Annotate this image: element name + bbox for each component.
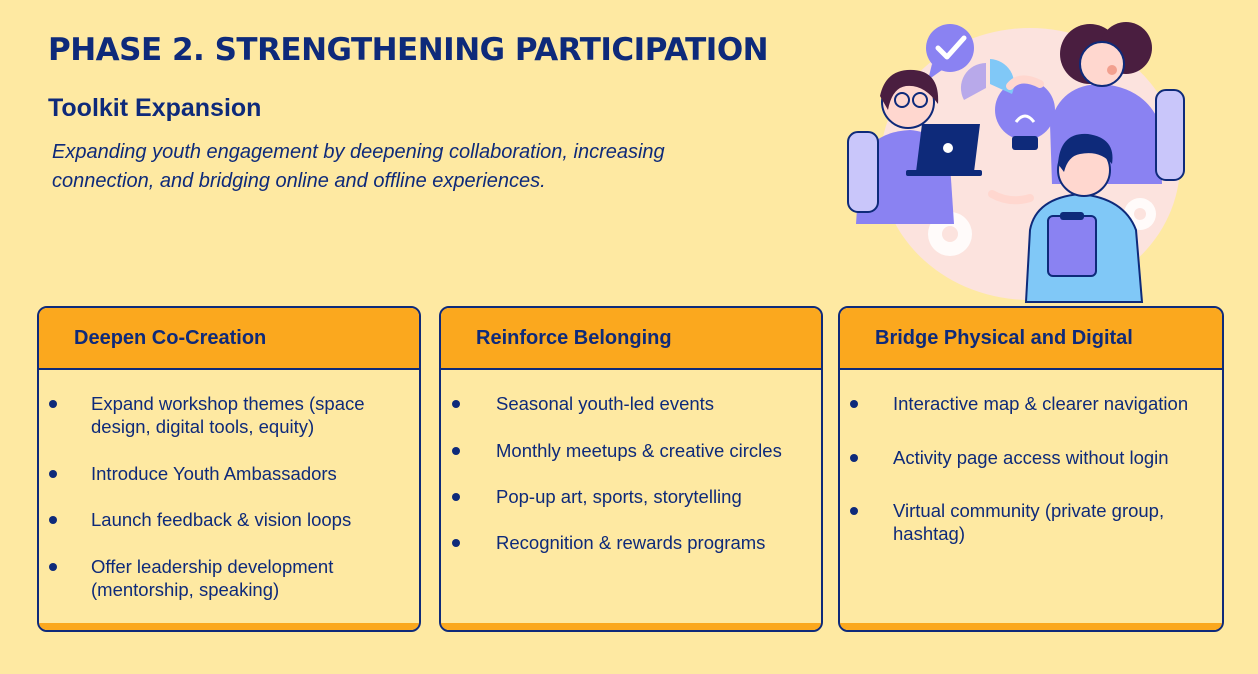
- list-item: [91, 555, 405, 601]
- bullet-icon: [48, 392, 58, 415]
- list-item-text: Monthly meetups & creative circles: [496, 440, 782, 461]
- card-deepen-co-creation: [37, 306, 421, 632]
- list-item-text: Virtual community (private group, hashtag): [893, 500, 1165, 544]
- list-item-text: Launch feedback & vision loops: [91, 509, 352, 530]
- section-description: Expanding youth engagement by deepening collaboration, increasing connection, and bridging online and offline experiences.: [52, 141, 665, 192]
- card-footer-bar: [39, 623, 419, 630]
- list-item: [893, 446, 1208, 469]
- bullet-icon: [451, 392, 461, 415]
- card-footer-bar: [840, 623, 1222, 630]
- list-item-text: Pop-up art, sports, storytelling: [496, 486, 742, 507]
- list-item: [496, 531, 807, 554]
- list-item-text: Recognition & rewards programs: [496, 532, 766, 553]
- card-footer-bar: [441, 623, 821, 630]
- bullet-icon: [48, 555, 58, 578]
- card-title: Bridge Physical and Digital: [840, 308, 1222, 370]
- list-item-text: Activity page access without login: [893, 447, 1169, 468]
- list-item: [91, 462, 405, 485]
- card-bridge-physical-digital: [838, 306, 1224, 632]
- bullet-icon: [48, 508, 58, 531]
- card-title: Deepen Co-Creation: [39, 308, 419, 370]
- bullet-icon: [451, 439, 461, 462]
- card-reinforce-belonging: [439, 306, 823, 632]
- list-item: [91, 508, 405, 531]
- list-item: [893, 499, 1208, 545]
- collaboration-illustration: [840, 14, 1190, 304]
- bullet-icon: [849, 499, 859, 522]
- list-item-text: Seasonal youth-led events: [496, 393, 715, 414]
- bullet-icon: [451, 485, 461, 508]
- list-item: [893, 392, 1208, 415]
- list-item-text: Offer leadership development (mentorship, speaking): [91, 556, 334, 600]
- bullet-icon: [48, 462, 58, 485]
- list-item: [91, 392, 405, 438]
- list-item-text: Interactive map & clearer navigation: [893, 393, 1189, 414]
- card-title: Reinforce Belonging: [441, 308, 821, 370]
- bullet-icon: [849, 392, 859, 415]
- list-item-text: Introduce Youth Ambassadors: [91, 463, 337, 484]
- page-title: PHASE 2. STRENGTHENING PARTICIPATION: [48, 32, 769, 68]
- list-item: [496, 392, 807, 415]
- list-item: [496, 439, 807, 462]
- bullet-icon: [849, 446, 859, 469]
- section-subtitle: Toolkit Expansion: [48, 94, 262, 122]
- bullet-icon: [451, 531, 461, 554]
- list-item-text: Expand workshop themes (space design, digital tools, equity): [91, 393, 365, 437]
- clipboard-icon: [1048, 212, 1096, 276]
- list-item: [496, 485, 807, 508]
